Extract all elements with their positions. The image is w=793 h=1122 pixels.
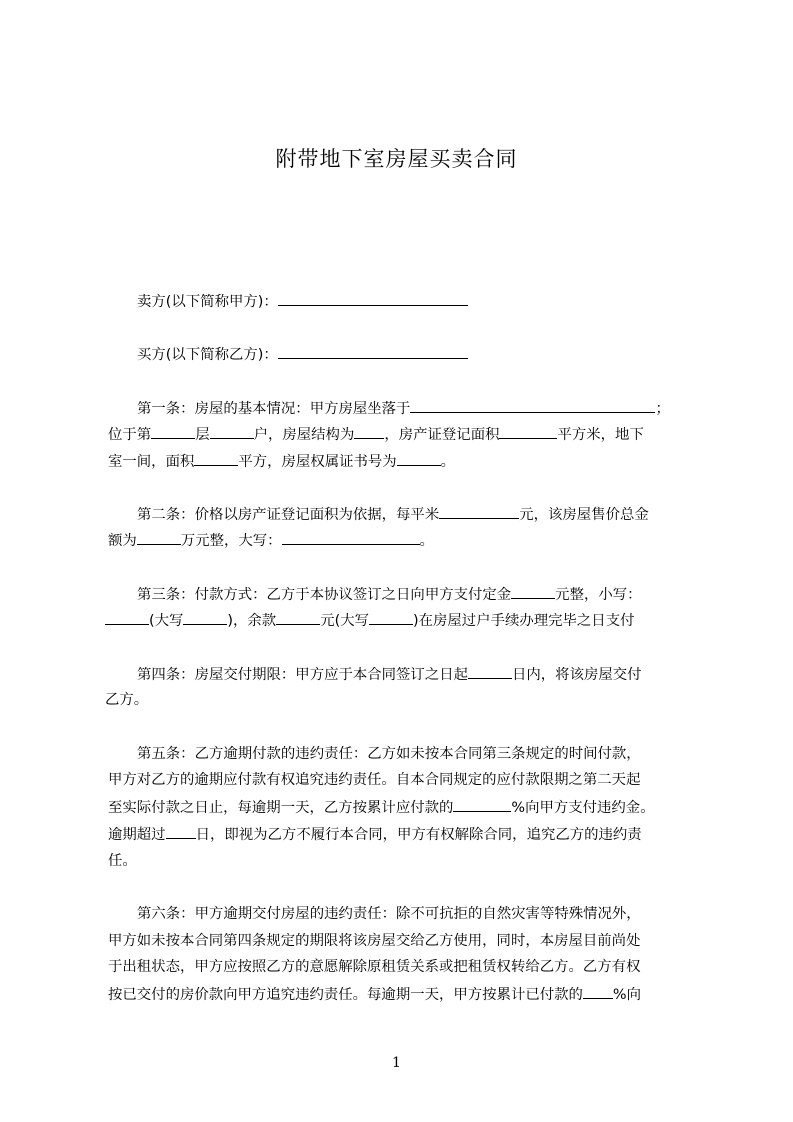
article-2-line-1 [137,504,649,525]
text: 第四条：房屋交付期限：甲方应于本合同签订之日起 [137,667,468,683]
text: 。 [419,533,434,549]
text: 乙方。 [105,692,149,708]
article-4-line-2 [105,690,148,710]
text: %向 [612,987,641,1003]
article-5-line-3 [108,797,655,818]
text: 户，房屋结构为 [253,427,355,443]
deposit-words-blank[interactable] [183,610,227,625]
article-5-line-5 [108,851,137,871]
article-3-line-1 [137,584,642,605]
article-6-line-3 [108,957,640,977]
text: ，房产证登记面积 [384,427,500,443]
article-5-line-1 [137,744,641,764]
page-title: 附带地下室房屋买卖合同 [275,147,518,171]
text: 元，该房屋售价总金 [519,507,649,523]
article-5-line-2 [108,770,640,790]
article-3-line-2 [105,610,634,631]
text: 第二条：价格以房产证登记面积为依据，每平米 [137,507,440,523]
article-1-line-3 [108,451,455,472]
deposit-blank[interactable] [511,584,555,599]
total-price-words-blank[interactable] [282,530,420,545]
balance-words-blank[interactable] [369,610,413,625]
text: 位于第 [108,427,152,443]
text: 层 [195,427,210,443]
text: 任。 [108,853,137,869]
text: )在房屋过户手续办理完毕之日支付 [413,613,635,629]
text: 第五条：乙方逾期付款的违约责任：乙方如未按本合同第三条规定的时间付款， [137,746,641,762]
article-4-line-1 [137,664,642,685]
location-blank[interactable] [410,398,655,413]
article-6-line-1 [137,904,641,924]
text: 元(大写 [320,613,369,629]
seller-blank[interactable] [278,291,468,306]
text: 甲方对乙方的逾期应付款有权追究违约责任。自本合同规定的应付款限期之第二天起 [108,772,641,788]
text: 按已交付的房价款向甲方追究违约责任。每逾期一天，甲方按累计已付款的 [108,987,583,1003]
text: 室一间，面积 [108,454,195,470]
article-6-line-4 [108,984,641,1005]
text: 。 [440,454,456,470]
article-2-line-2 [108,530,434,551]
buyer-blank[interactable] [278,344,468,359]
text: 第一条：房屋的基本情况：甲方房屋坐落于 [137,401,411,417]
penalty-rate-blank[interactable] [453,797,511,812]
deposit-figure-blank[interactable] [105,610,149,625]
overdue-days-blank[interactable] [166,824,196,839]
unit-blank[interactable] [210,424,254,439]
page-number: 1 [392,1055,401,1071]
text: 万元整，大写： [180,533,282,549]
structure-blank[interactable] [354,424,384,439]
text: 至实际付款之日止，每逾期一天，乙方按累计应付款的 [108,800,454,816]
article-6-line-2 [108,931,640,951]
seller-penalty-rate-blank[interactable] [583,984,613,999]
article-1-line-2 [108,424,644,445]
text: 逾期超过 [108,827,166,843]
delivery-days-blank[interactable] [468,664,512,679]
text: 元整，小写： [555,587,642,603]
text: 甲方如未按本合同第四条规定的期限将该房屋交给乙方使用，同时，本房屋目前尚处 [108,933,641,949]
text: ； [655,401,670,417]
text: 平方，房屋权属证书号为 [238,454,397,470]
text: )，余款 [227,613,277,629]
seller-line [137,291,468,312]
buyer-label: 买方(以下简称乙方)： [137,347,278,363]
article-5-line-4 [108,824,642,845]
article-1-line-1 [137,398,670,419]
floor-blank[interactable] [151,424,195,439]
total-price-blank[interactable] [137,530,181,545]
text: 第六条：甲方逾期交付房屋的违约责任：除不可抗拒的自然灾害等特殊情况外， [137,906,641,922]
text: 日，即视为乙方不履行本合同，甲方有权解除合同，追究乙方的违约责 [195,827,642,843]
text: 平方米，地下 [557,427,644,443]
unit-price-blank[interactable] [439,504,519,519]
area-blank[interactable] [499,424,557,439]
balance-blank[interactable] [276,610,320,625]
basement-area-blank[interactable] [194,451,238,466]
text: 额为 [108,533,137,549]
seller-label: 卖方(以下简称甲方)： [137,294,278,310]
text: 第三条：付款方式：乙方于本协议签订之日向甲方支付定金 [137,587,512,603]
text: %向甲方支付违约金。 [511,800,655,816]
text: (大写 [149,613,184,629]
text: 于出租状态，甲方应按照乙方的意愿解除原租赁关系或把租赁权转给乙方。乙方有权 [108,959,641,975]
text: 日内，将该房屋交付 [512,667,642,683]
certificate-blank[interactable] [397,451,441,466]
buyer-line [137,344,468,365]
